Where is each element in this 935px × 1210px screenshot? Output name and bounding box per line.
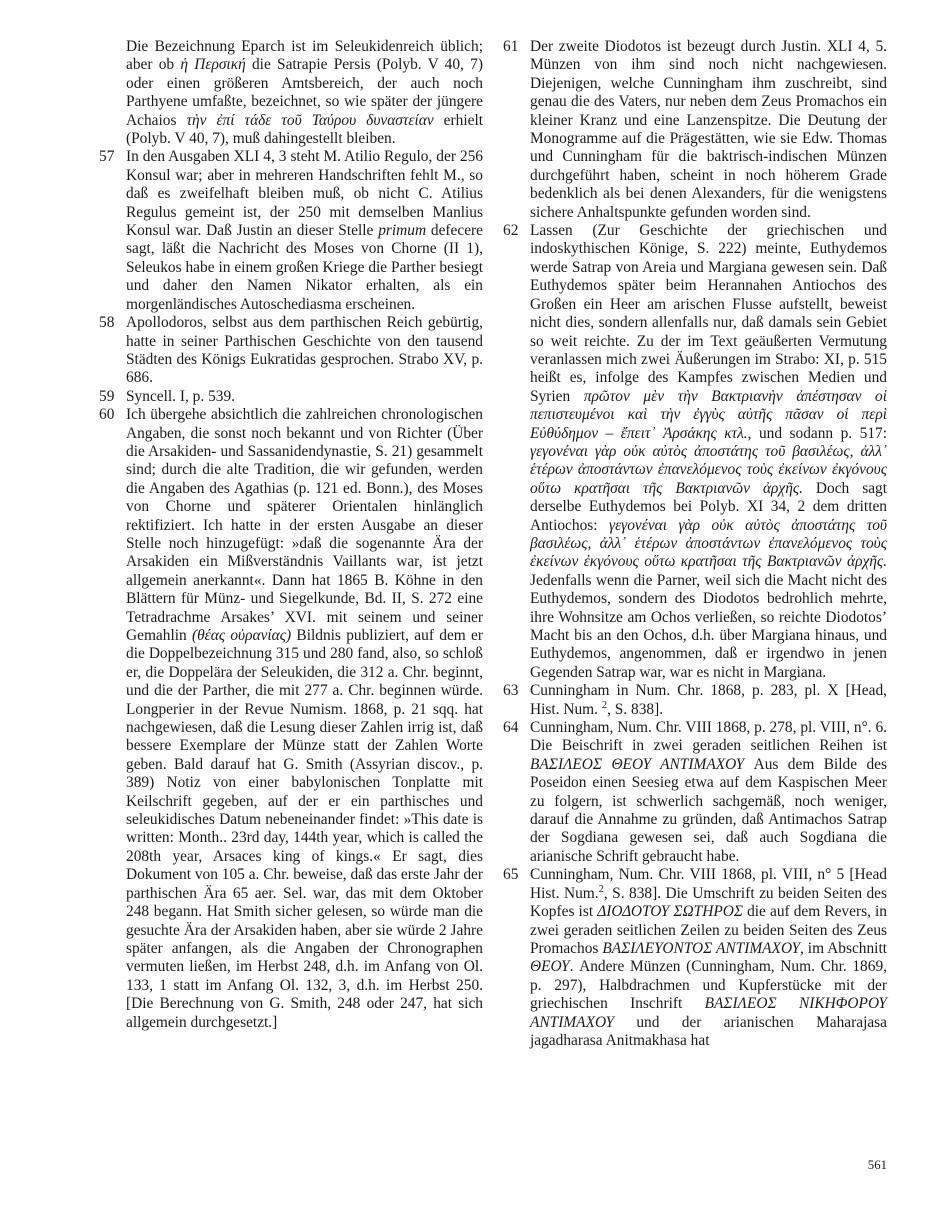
emphasis-text: primum [378, 222, 427, 240]
text-run: und der arianischen Maharajasa jagadharasa Anitmakhasa hat [530, 1013, 887, 1049]
emphasis-text: πρῶτον μὲν τὴν Βακτριανὴν ἀπέστησαν οἱ πεπιστευμένοι καὶ τὴν ἐγγὺς αὐτῆς πᾶσαν οἱ περὶ Εὐθύδημον – ἔπειτ᾽ Ἀρσάκης κτλ. [530, 387, 887, 442]
text-run: Ich übergehe absichtlich die zahlreichen chronologischen Angaben, die sonst noch bekannt und von Richter (Über die Arsakiden- und Sassanidendynastie, S. 21) gesammelt sind; durch die alte Tradition, die wir gefunden, werden die Angaben des Agathias (p. 121 ed. Bonn.), des Moses von Chorne und späterer Orientalen hinlänglich rektifiziert. Ich hatte in der ersten Ausgabe an dieser Stelle noch hinzugefügt: »daß die sogenannte Ära der Arsakiden ein Mißverständnis Vaillants war, ist jetzt allgemein anerkannt«. Dann hat 1865 B. Köhne in den Blättern für Münz- und Siegelkunde, Bd. II, S. 272 eine Tetradrachme Arsakes’ XVI. mit seinem und seiner Gemahlin [126, 406, 483, 644]
emphasis-text: γεγονέναι γὰρ οὐκ αὐτὸς ἀποστάτης τοῦ βασιλέως, ἀλλ᾽ ἑτέρων ἀποστάντων ἐπανελόμενος τοὺς ἐκείνων ἐκγόνους οὕτω κρατῆσαι τῆς Βακτριανῶν ἀρχῆς. [530, 516, 887, 571]
emphasis-text: ΒΑΣΙΛΕΥΟΝΤΟΣ ΑΝΤΙΜΑΧΟΥ [602, 939, 801, 957]
text-run: defecere sagt, läßt die Nachricht des Moses von Chorne (II 1), Seleukos habe in einem großen Kriege die Parther besiegt und daher den Namen Nikator erhalten, als ein morgenländisches Autoschediasma erscheinen. [126, 222, 484, 313]
footnote-64 [503, 719, 887, 866]
footnote-number: 62 [503, 222, 519, 240]
footnote-number: 61 [503, 38, 519, 55]
emphasis-text: ΒΑΣΙΛΕΟΣ ΝΙΚΗΦΟΡΟΥ ΑΝΤΙΜΑΧΟΥ [530, 995, 887, 1031]
footnote-61 [503, 38, 887, 222]
footnote-number: 64 [503, 719, 519, 737]
footnote-58 [99, 314, 483, 388]
footnote-59 [99, 388, 483, 406]
footnote-number: 59 [99, 387, 115, 405]
superscript: 2 [601, 699, 608, 711]
text-run: , S. 838]. [607, 700, 664, 718]
left-column [99, 38, 483, 1050]
text-run: Cunningham in Num. Chr. 1868, p. 283, pl. X [Head, Hist. Num. [530, 682, 887, 718]
text-run: Der zweite Diodotos ist bezeugt durch Justin. XLI 4, 5. Münzen von ihm sind noch nicht nachgewiesen. Diejenigen, welche Cunningham ihm zuschreibt, sind genau die des Vaters, nur neben dem Zeus Promachos ein kleiner Kranz und eine Lanzenspitze. Die Deutung der Monogramme auf die Prägestätten, wie sie Edw. Thomas und Cunningham für die baktrisch-indischen Münzen durchgeführt haben, scheint in noch höherem Grade bedenklich als bei denen Alexanders, für die wenigstens sichere Anhaltspunkte gefunden worden sind. [530, 38, 887, 221]
text-run: Bildnis publiziert, auf dem er die Doppelbezeichnung 315 und 280 fand, also, so schloß er, die Doppelära der Seleukiden, die 312 a. Chr. beginnt, und die der Parther, die mit 277 a. Chr. beginnen würde. Longperier in der Revue Numism. 1868, p. 21 sqq. hat nachgewiesen, daß die Lesung dieser Zahlen irrig ist, daß bessere Exemplare der Münze statt der Zahlen Worte geben. Bald darauf hat G. Smith (Assyrian discov., p. 389) Notiz von einer babylonischen Tonplatte mit Keilschrift gegeben, auf der er ein parthisches und seleukidisches Datum nebeneinander findet: »This date is written: Month.. 23rd day, 144th year, which is called the 208th year, Arsaces king of kings.« Er sagt, dies Dokument von 105 a. Chr. beweise, daß das erste Jahr der parthischen Ära 65 aer. Sel. war, das mit dem Oktober 248 begann. Hat Smith sicher gelesen, so würde man die gesuchte Ära der Arsakiden haben, aber sie würde 2 Jahre später anfangen, als die Angaben der Chronographen vermuten ließen, im Herbst 248, d.h. im Anfang von Ol. 133, 1 statt im Anfang Ol. 132, 3, d.h. im Herbst 250. [Die Berechnung von G. Smith, 248 oder 247, hat sich allgemein durchgesetzt.] [126, 627, 483, 1031]
text-run: Apollodoros, selbst aus dem parthischen Reich gebürtig, hatte in seiner Parthischen Geschichte von den tausend Städten des Königs Eukratidas gesprochen. Strabo XV, p. 686. [126, 314, 483, 387]
superscript: 2 [598, 883, 604, 895]
footnote-60 [99, 406, 483, 1032]
emphasis-text: ΘΕΟΥ [530, 958, 570, 976]
footnote-number: 57 [99, 148, 115, 166]
text-run: Cunningham, Num. Chr. VIII 1868, p. 278, pl. VIII, n°. 6. Die Beischrift in zwei geraden seitlichen Reihen ist [530, 719, 887, 755]
text-run: die Satrapie Persis (Polyb. V 40, 7) oder einen größeren Amtsbereich, der auch noch Parthyene umfaßte, bezeichnet, so wie später der jüngere Achaios [126, 56, 483, 129]
text-run: , und sodann p. 517: [747, 424, 887, 442]
text-run: erhielt (Polyb. V 40, 7), muß dahingestellt bleiben. [126, 111, 483, 148]
text-run: In den Ausgaben XLI 4, 3 steht M. Atilio Regulo, der 256 Konsul war; aber in mehreren Handschriften fehlt M., so daß es zweifelhaft bleiben muß, ob nicht C. Atilius Regulus gemeint ist, der 250 mit demselben Manlius Konsul war. Daß Justin an dieser Stelle [126, 148, 483, 240]
text-run: Cunningham, Num. Chr. VIII 1868, pl. VIII, n° 5 [Head Hist. Num. [530, 866, 887, 902]
text-run: Aus dem Bilde des Poseidon einen Seesieg etwa auf dem Kaspischen Meer zu folgern, ist schwerlich sachgemäß, noch weniger, darauf die Annahme zu gründen, daß Antimachos Satrap der Sogdiana gewesen sei, daß auch Sogdiana die arianische Schrift gebraucht habe. [530, 755, 887, 865]
emphasis-text: γεγονέναι γὰρ οὐκ αὐτὸς ἀποστάτης τοῦ βασιλέως, ἀλλ᾽ ἑτέρων ἀποστάντων ἐπανελόμενος τοὺς ἐκείνων ἐκγόνους οὕτω κρατῆσαι τῆς Βακτριανῶν ἀρχῆς. [530, 442, 887, 497]
emphasis-text: ἡ Περσική [180, 56, 246, 74]
text-run: Die Bezeichnung Eparch ist im Seleukidenreich üblich; aber ob [126, 38, 483, 74]
text-run: Syncell. I, p. 539. [126, 387, 236, 405]
footnote-number: 63 [503, 682, 519, 700]
text-run: Doch sagt derselbe Euthydemos bei Polyb. XI 34, 2 dem dritten Antiochos: [530, 479, 887, 534]
footnote-number: 65 [503, 866, 519, 884]
footnote-number: 60 [99, 406, 115, 424]
text-columns [99, 38, 887, 1050]
text-run: , im Abschnitt [800, 939, 888, 957]
footnote-62 [503, 222, 887, 682]
right-column [503, 38, 887, 1050]
emphasis-text: (θέας οὐρανίας) [191, 627, 292, 644]
footnote-number: 58 [99, 314, 115, 332]
footnote-63 [503, 682, 887, 719]
footnote-continuation [99, 38, 483, 148]
text-run: , S. 838]. Die Umschrift zu beiden Seiten des Kopfes ist [530, 884, 887, 921]
text-run: Jedenfalls wenn die Parner, weil sich die Macht nicht des Euthydemos, sondern des Diodotos bedrohlich mehrte, ihre Wohnsitze am Ochos verließen, so reichte Diodotos’ Macht bis an den Ochos, d.h. über Margiana hinaus, und Euthydemos, angenommen, daß er irgendwo in jenen Gegenden Satrap war, war es nicht in Margiana. [530, 571, 887, 681]
text-run: . Andere Münzen (Cunningham, Num. Chr. 1869, p. 297), Halbdrachmen und Kupferstücke mit der griechischen Inschrift [530, 958, 887, 1013]
emphasis-text: ΔΙΟΔΟΤΟΥ ΣΩΤΗΡΟΣ [597, 903, 743, 921]
footnote-57 [99, 148, 483, 314]
page-number: 561 [867, 1158, 887, 1172]
text-run: Lassen (Zur Geschichte der griechischen und indoskythischen Könige, S. 222) meinte, Euthydemos werde Satrap von Areia und Margiana gewesen sein. Daß Euthydemos später beim Herannahen Antiochos des Großen ein Heer am arischen Flusse aufstellt, beweist nicht dies, sondern allenfalls nur, daß damals sein Gebiet so weit reichte. Zu der im Text geäußerten Vermutung veranlassen mich zwei Äußerungen im Strabo: XI, p. 515 heißt es, infolge des Kampfes zwischen Medien und Syrien [530, 222, 887, 405]
footnote-65 [503, 866, 887, 1050]
emphasis-text: ΒΑΣΙΛΕΟΣ ΘΕΟΥ ΑΝΤΙΜΑΧΟΥ [530, 755, 745, 773]
text-run: die auf dem Revers, in zwei geraden seitlichen Zeilen zu beiden Seiten des Zeus Promachos [530, 903, 887, 957]
emphasis-text: τὴν ἐπί τάδε τοῦ Ταύρου δυναστείαν [186, 111, 434, 129]
